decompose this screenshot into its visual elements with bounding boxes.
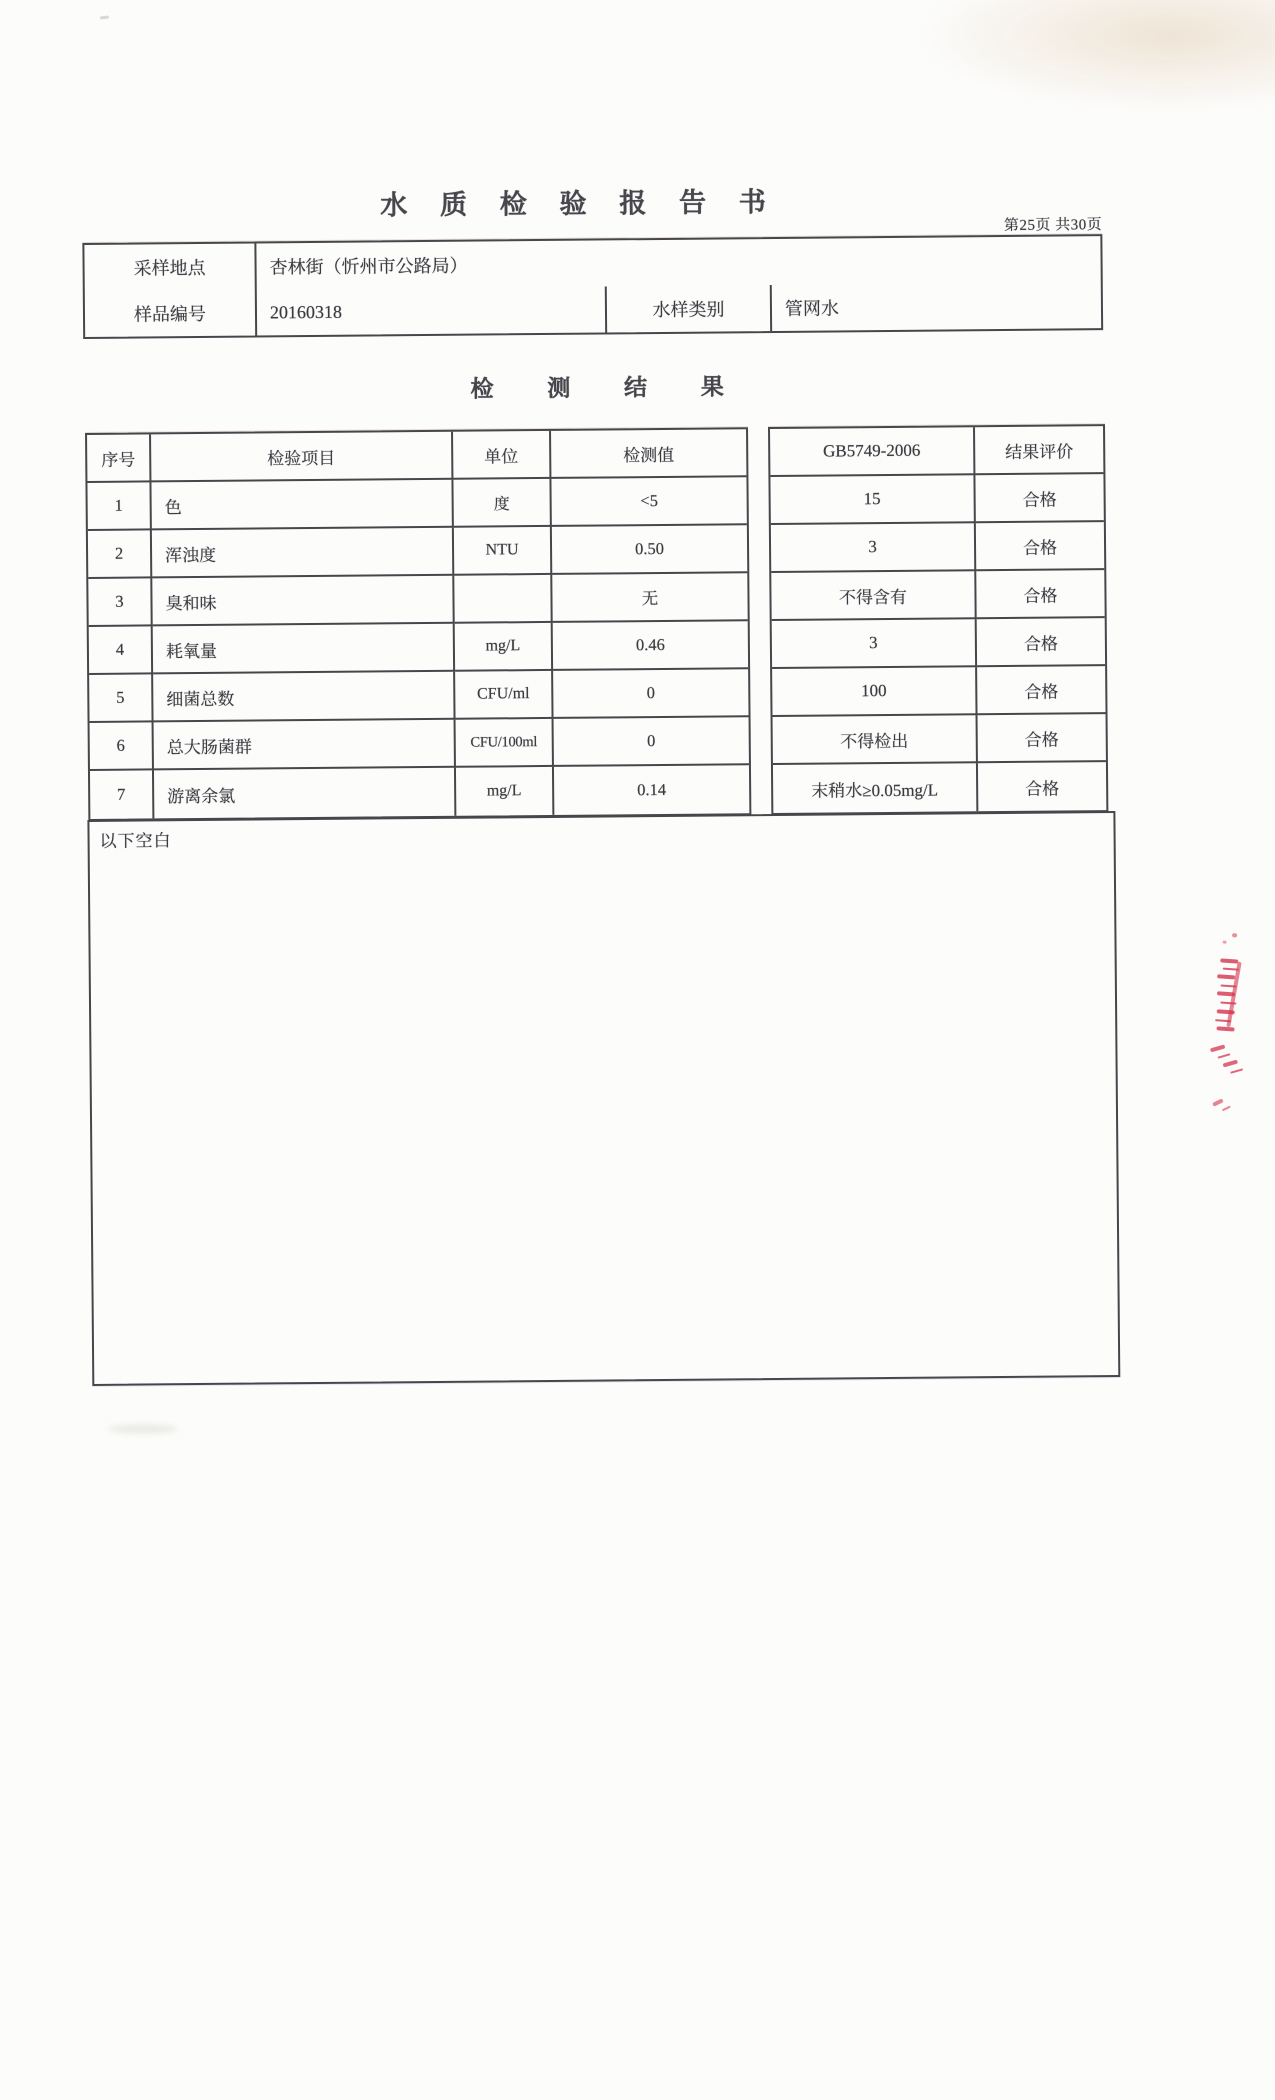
page-indicator: 第25页 共30页	[1003, 217, 1103, 234]
cell-value: <5	[551, 477, 746, 527]
cell-item: 总大肠菌群	[154, 720, 456, 771]
cell-standard: 15	[770, 475, 975, 525]
cell-evaluation: 合格	[975, 474, 1103, 523]
col-header-standard: GB5749-2006	[770, 427, 975, 477]
cell-item: 细菌总数	[153, 672, 455, 723]
cell-standard: 不得含有	[771, 571, 976, 621]
cell-item: 耗氧量	[153, 624, 455, 675]
cell-evaluation: 合格	[976, 522, 1104, 571]
cell-value: 0.14	[637, 779, 667, 800]
cell-standard: 3	[771, 523, 976, 573]
stamp-stroke	[1226, 962, 1241, 1028]
results-table-right	[768, 424, 1108, 815]
sample-type-label: 水样类别	[607, 285, 772, 332]
sample-location-value: 杏林街（忻州市公路局）	[269, 255, 468, 278]
stamp-stroke	[1223, 941, 1227, 944]
cell-index: 4	[89, 626, 153, 675]
results-table-left	[85, 427, 751, 821]
cell-value: 0	[554, 717, 749, 767]
cell-unit	[454, 575, 552, 624]
report-title: 水 质 检 验 报 告 书	[380, 186, 779, 221]
cell-index: 1	[87, 482, 151, 531]
cell-evaluation: 合格	[977, 618, 1105, 667]
stamp-stroke	[1212, 1098, 1224, 1106]
stamp-stroke	[1220, 958, 1238, 963]
cell-evaluation: 合格	[976, 570, 1104, 619]
cell-standard: 100	[772, 667, 977, 717]
blank-note: 以下空白	[99, 831, 172, 851]
stamp-stroke	[1232, 933, 1237, 937]
cell-evaluation: 合格	[977, 666, 1105, 715]
cell-unit: 度	[453, 479, 551, 528]
cell-unit: mg/L	[456, 767, 554, 816]
cell-index: 6	[90, 722, 154, 771]
cell-item: 色	[151, 480, 453, 531]
cell-index: 2	[88, 530, 152, 579]
cell-index: 3	[88, 578, 152, 627]
col-header-value: 检测值	[551, 429, 746, 479]
cell-item: 浑浊度	[152, 528, 454, 579]
cell-value: 无	[552, 573, 747, 623]
cell-standard: 末稍水≥0.05mg/L	[773, 763, 978, 813]
blank-area-box	[87, 811, 1120, 1386]
sample-location-label: 采样地点	[84, 243, 256, 290]
cell-unit: NTU	[454, 527, 552, 576]
cell-value: 0.50	[552, 525, 747, 575]
cell-value: 0	[553, 669, 748, 719]
stamp-stroke	[1210, 1044, 1226, 1052]
cell-unit: CFU/100ml	[456, 719, 554, 768]
cell-unit: mg/L	[455, 623, 553, 672]
cell-item: 游离余氯	[154, 768, 456, 819]
cell-standard: 3	[772, 619, 977, 669]
cell-index: 5	[89, 674, 153, 723]
cell-value: 0.46	[553, 621, 748, 671]
cell-unit: CFU/ml	[455, 671, 553, 720]
cell-standard: 不得检出	[773, 715, 978, 765]
cell-item: 臭和味	[152, 576, 454, 627]
cell-evaluation: 合格	[1025, 779, 1060, 799]
col-header-evaluation: 结果评价	[975, 426, 1103, 475]
sample-no-label: 样品编号	[85, 289, 257, 336]
col-header-unit: 单位	[453, 431, 551, 480]
cell-index: 7	[90, 770, 154, 819]
section-title: 检 测 结 果	[470, 374, 748, 402]
cell-evaluation: 合格	[978, 714, 1106, 763]
sample-type-value: 管网水	[784, 298, 840, 319]
sample-no-value: 20160318	[257, 286, 607, 335]
col-header-index: 序号	[87, 434, 151, 483]
col-header-item: 检验项目	[151, 432, 453, 483]
sample-info-table	[82, 234, 1103, 339]
